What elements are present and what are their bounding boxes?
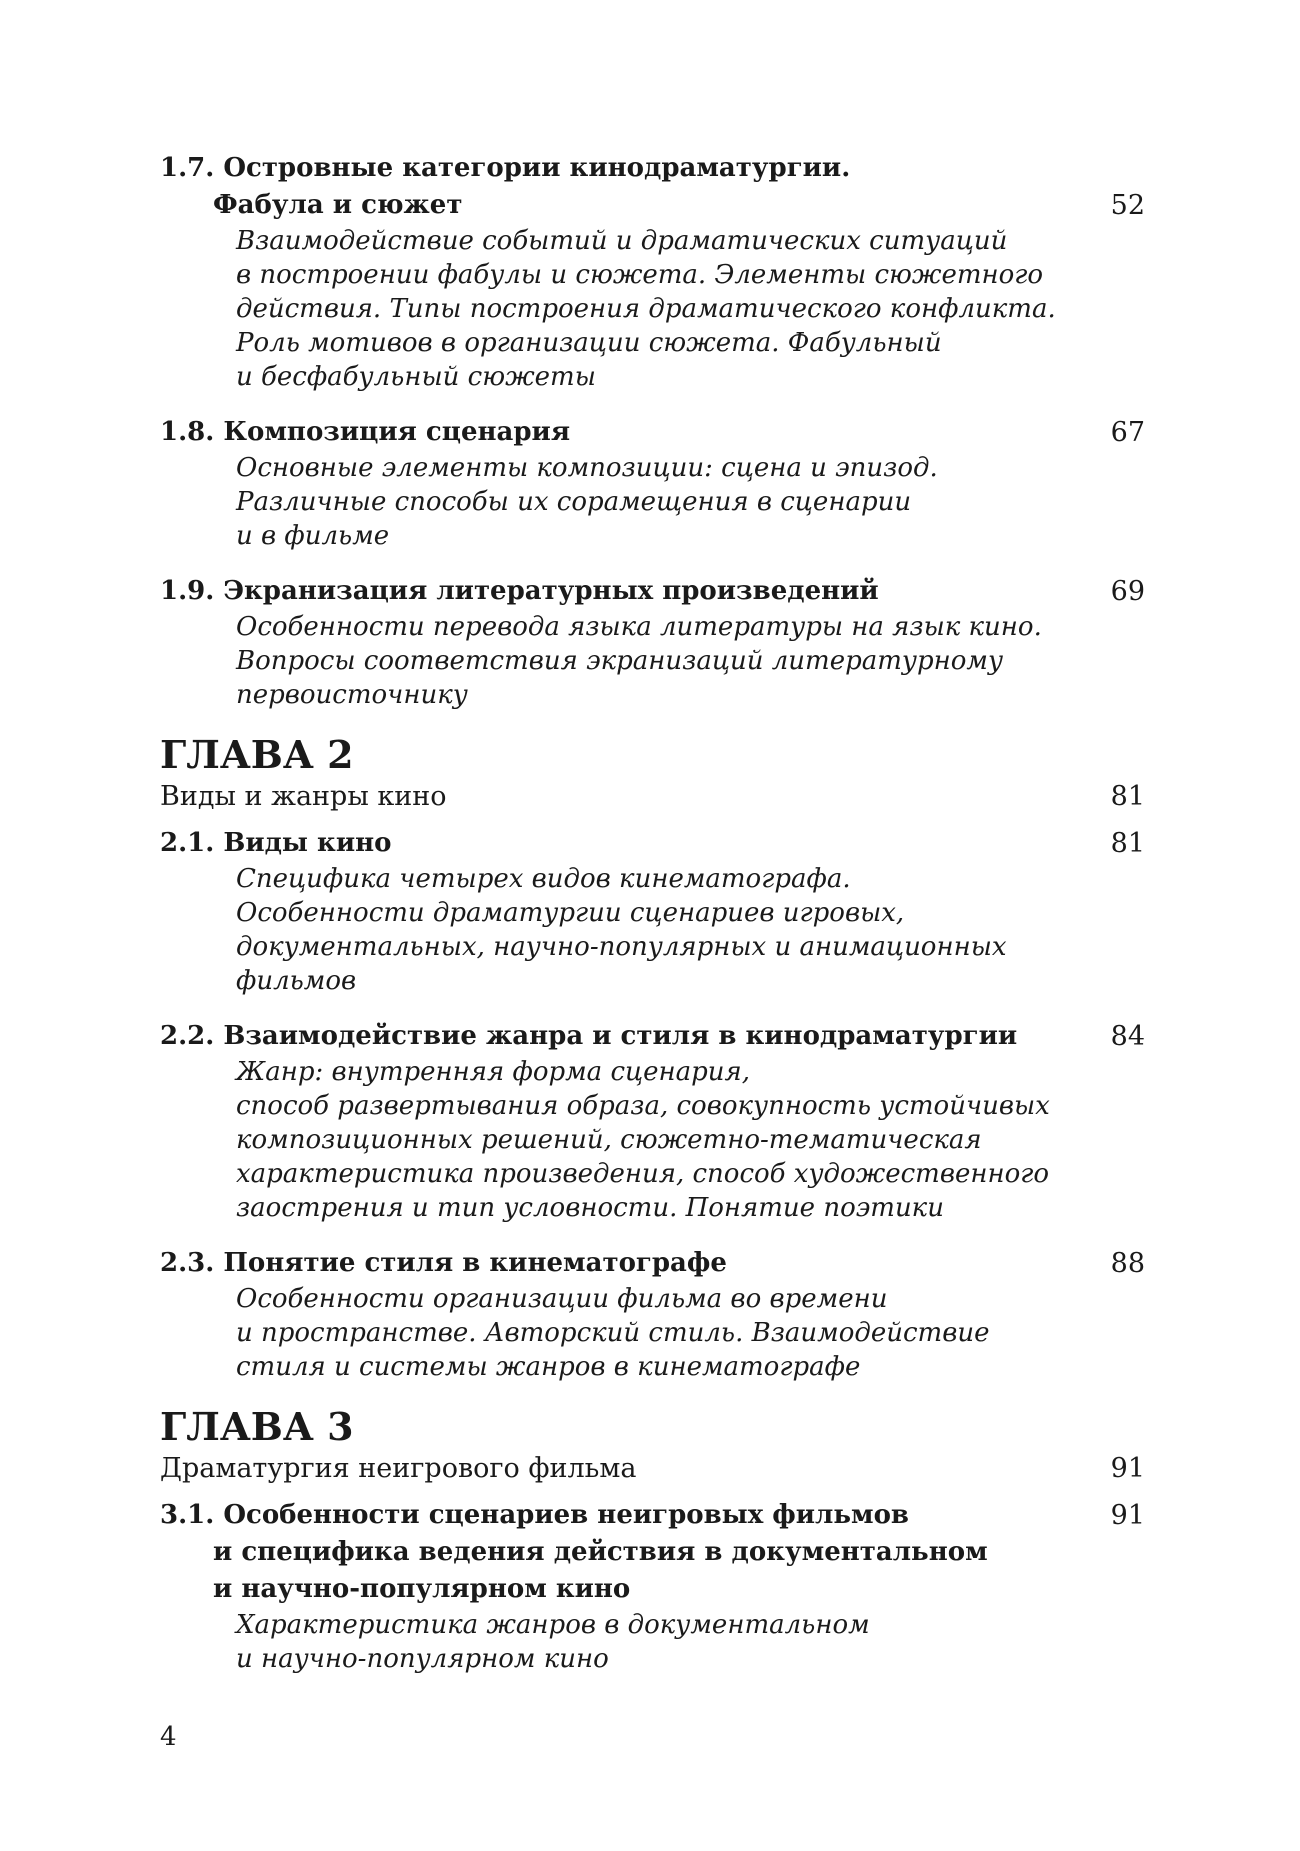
page-number: 81 (1110, 828, 1145, 859)
desc-line: композиционных решений, сюжетно-тематическая (236, 1125, 982, 1155)
entry-description (160, 1282, 1145, 1384)
desc-line: и бесфабульный сюжеты (236, 362, 596, 392)
desc-line: и научно-популярном кино (236, 1644, 609, 1674)
desc-line: первоисточнику (236, 680, 468, 710)
entry-description (160, 862, 1145, 998)
desc-line: Характеристика жанров в документальном (236, 1610, 870, 1640)
chapter-3-title: ГЛАВА 3 (160, 1404, 354, 1449)
page-number: 91 (1110, 1500, 1145, 1531)
desc-line: фильмов (236, 966, 357, 996)
page-number: 91 (1110, 1453, 1145, 1484)
desc-line: Особенности перевода языка литературы на язык кино. (236, 612, 1042, 642)
heading-line: 1.9. Экранизация литературных произведений (160, 576, 879, 606)
heading-line: 1.7. Островные категории кинодраматургии. (160, 153, 851, 183)
toc-entry-1-7[interactable] (160, 150, 1145, 394)
heading-line: 2.1. Виды кино (160, 828, 392, 858)
desc-line: документальных, научно-популярных и анимационных (236, 932, 1007, 962)
entry-heading (160, 573, 1145, 610)
desc-line: действия. Типы построения драматического конфликта. (236, 294, 1056, 324)
entry-heading (160, 1018, 1145, 1055)
entry-description (160, 451, 1145, 553)
chapter-subtitle: Драматургия неигрового фильма (160, 1453, 637, 1484)
toc-page (160, 150, 1145, 1696)
entry-heading (160, 1497, 1145, 1608)
entry-heading (160, 150, 1145, 224)
heading-line: 1.8. Композиция сценария (160, 417, 571, 447)
chapter-subtitle: Виды и жанры кино (160, 781, 447, 812)
entry-description (160, 1055, 1145, 1225)
toc-entry-1-9[interactable] (160, 573, 1145, 712)
heading-line: и научно-популярном кино (213, 1574, 631, 1604)
desc-line: Роль мотивов в организации сюжета. Фабульный (236, 328, 942, 358)
heading-line: 2.3. Понятие стиля в кинематографе (160, 1248, 727, 1278)
desc-line: Особенности драматургии сценариев игровых, (236, 898, 905, 928)
toc-entry-1-8[interactable] (160, 414, 1145, 553)
toc-entry-3-1[interactable] (160, 1497, 1145, 1676)
entry-description (160, 1608, 1145, 1676)
desc-line: и пространстве. Авторский стиль. Взаимодействие (236, 1318, 990, 1348)
page-number: 69 (1110, 576, 1145, 607)
page-number: 88 (1110, 1248, 1145, 1279)
desc-line: заострения и тип условности. Понятие поэтики (236, 1193, 944, 1223)
page-number: 52 (1110, 190, 1145, 221)
page-number: 81 (1110, 781, 1145, 812)
heading-line: 3.1. Особенности сценариев неигровых фильмов (160, 1500, 909, 1530)
desc-line: Особенности организации фильма во времени (236, 1284, 888, 1314)
toc-entry-2-1[interactable] (160, 825, 1145, 998)
desc-line: способ развертывания образа, совокупность устойчивых (236, 1091, 1050, 1121)
chapter-2-title: ГЛАВА 2 (160, 732, 354, 777)
chapter-3-subtitle-row[interactable] (160, 1450, 1145, 1487)
desc-line: Вопросы соответствия экранизаций литературному (236, 646, 1004, 676)
page-number: 84 (1110, 1021, 1145, 1052)
desc-line: Основные элементы композиции: сцена и эпизод. (236, 453, 938, 483)
desc-line: и в фильме (236, 521, 390, 551)
page-folio: 4 (160, 1722, 177, 1752)
entry-description (160, 224, 1145, 394)
chapter-2-subtitle-row[interactable] (160, 778, 1145, 815)
heading-line: и специфика ведения действия в документальном (213, 1537, 988, 1567)
desc-line: стиля и системы жанров в кинематографе (236, 1352, 861, 1382)
desc-line: в построении фабулы и сюжета. Элементы сюжетного (236, 260, 1044, 290)
entry-description (160, 610, 1145, 712)
heading-line: Фабула и сюжет (213, 190, 463, 220)
toc-entry-2-3[interactable] (160, 1245, 1145, 1384)
desc-line: Различные способы их сорамещения в сценарии (236, 487, 912, 517)
entry-heading (160, 825, 1145, 862)
desc-line: Взаимодействие событий и драматических ситуаций (236, 226, 1008, 256)
page-number: 67 (1110, 417, 1145, 448)
desc-line: характеристика произведения, способ художественного (236, 1159, 1050, 1189)
entry-heading (160, 1245, 1145, 1282)
desc-line: Жанр: внутренняя форма сценария, (236, 1057, 751, 1087)
desc-line: Специфика четырех видов кинематографа. (236, 864, 851, 894)
toc-entry-2-2[interactable] (160, 1018, 1145, 1225)
heading-line: 2.2. Взаимодействие жанра и стиля в кинодраматургии (160, 1021, 1018, 1051)
entry-heading (160, 414, 1145, 451)
